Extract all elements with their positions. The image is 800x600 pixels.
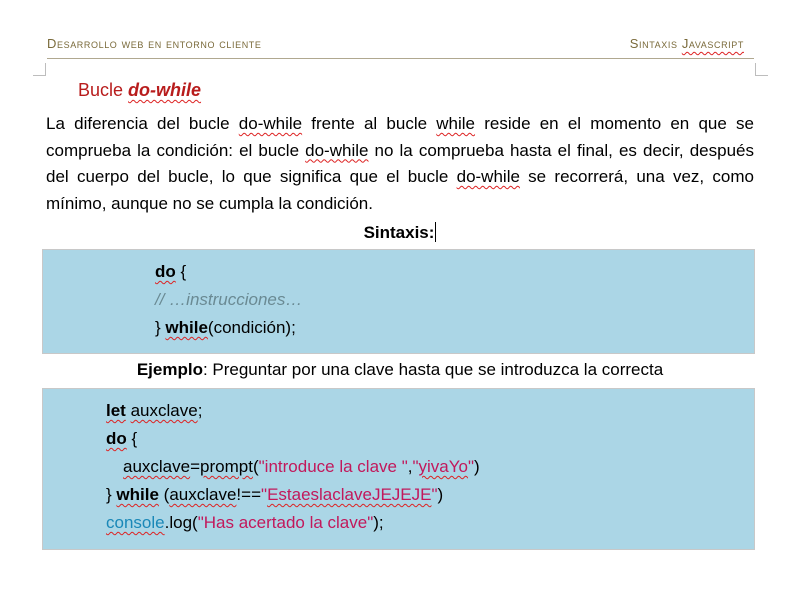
code-text: ( — [158, 485, 170, 504]
code-variable: auxclave — [130, 401, 198, 420]
section-heading — [78, 80, 201, 101]
paragraph-text: frente al bucle — [302, 114, 437, 133]
example-heading — [0, 360, 800, 380]
paragraph-keyword: while — [436, 114, 476, 133]
keyword-let: let — [106, 401, 126, 420]
syntax-heading-text: Sintaxis: — [363, 223, 435, 242]
paragraph-text: no la comprueba hasta el final, es decir, después del cuerpo del bucle, lo que significa que el bucle — [46, 140, 754, 186]
example-line-4 — [106, 485, 443, 505]
example-label: Ejemplo — [136, 360, 203, 379]
code-operator: !== — [236, 485, 262, 504]
code-text: { — [175, 262, 187, 281]
code-text: (condición); — [207, 318, 296, 337]
code-string: " — [412, 457, 419, 476]
paragraph-keyword: do-while — [238, 114, 303, 133]
code-string: EstaeslaclaveJEJEJE — [267, 485, 432, 504]
code-text: , — [407, 457, 413, 476]
code-text: ( — [252, 457, 259, 476]
header-section-title — [630, 36, 744, 51]
example-line-3 — [123, 457, 480, 477]
example-code-box — [42, 388, 755, 550]
code-function: prompt — [200, 457, 253, 476]
section-heading-prefix: Bucle — [78, 80, 129, 100]
text-cursor — [435, 222, 436, 242]
code-text: ( — [192, 513, 198, 532]
syntax-line-3 — [155, 318, 296, 338]
crop-mark-right — [755, 63, 768, 76]
syntax-code-box — [42, 249, 755, 354]
header-section-word: Javascript — [681, 36, 744, 51]
syntax-line-2: // …instrucciones… — [155, 290, 303, 309]
code-variable: auxclave — [123, 457, 191, 476]
code-text: ); — [373, 513, 384, 532]
code-string: " — [261, 485, 268, 504]
keyword-do: do — [155, 262, 176, 281]
keyword-do: do — [106, 429, 127, 448]
example-description: : Preguntar por una clave hasta que se introduzca la correcta — [202, 360, 664, 379]
code-string: "introduce la clave " — [258, 457, 408, 476]
paragraph-text: reside en el momento en que se comprueba la condición: el bucle — [46, 114, 754, 160]
code-string: yivaYo — [418, 457, 468, 476]
paragraph-text: se recorrerá, una vez, como mínimo, aunque no se cumpla la condición. — [46, 167, 754, 213]
header-document-title: Desarrollo web en entorno cliente — [47, 36, 262, 51]
example-line-5 — [106, 513, 384, 533]
keyword-while: while — [165, 318, 208, 337]
code-string: "Has acertado la clave" — [197, 513, 374, 532]
code-text: { — [126, 429, 138, 448]
paragraph-keyword: do-while — [305, 140, 369, 160]
paragraph-text: La diferencia del bucle — [46, 114, 239, 133]
code-text: ; — [197, 401, 203, 420]
example-line-1 — [106, 401, 202, 421]
code-text: ) — [474, 457, 480, 476]
code-text: = — [190, 457, 201, 476]
code-text: } — [155, 318, 166, 337]
code-variable: auxclave — [169, 485, 237, 504]
crop-mark-left — [33, 63, 46, 76]
code-function: log — [169, 513, 193, 532]
code-string: " — [467, 457, 475, 476]
keyword-while: while — [116, 485, 159, 504]
code-text: . — [164, 513, 170, 532]
section-heading-keyword: do-while — [128, 80, 202, 100]
code-text: } — [106, 485, 117, 504]
code-object: console — [106, 513, 165, 532]
syntax-line-1 — [155, 262, 186, 282]
paragraph-keyword: do-while — [456, 167, 520, 186]
syntax-heading — [0, 222, 800, 243]
header-section-prefix: Sintaxis — [629, 36, 682, 51]
code-string: " — [431, 485, 438, 504]
intro-paragraph — [46, 111, 754, 217]
example-line-2 — [106, 429, 137, 449]
header-divider — [47, 58, 754, 59]
code-text: ) — [437, 485, 444, 504]
